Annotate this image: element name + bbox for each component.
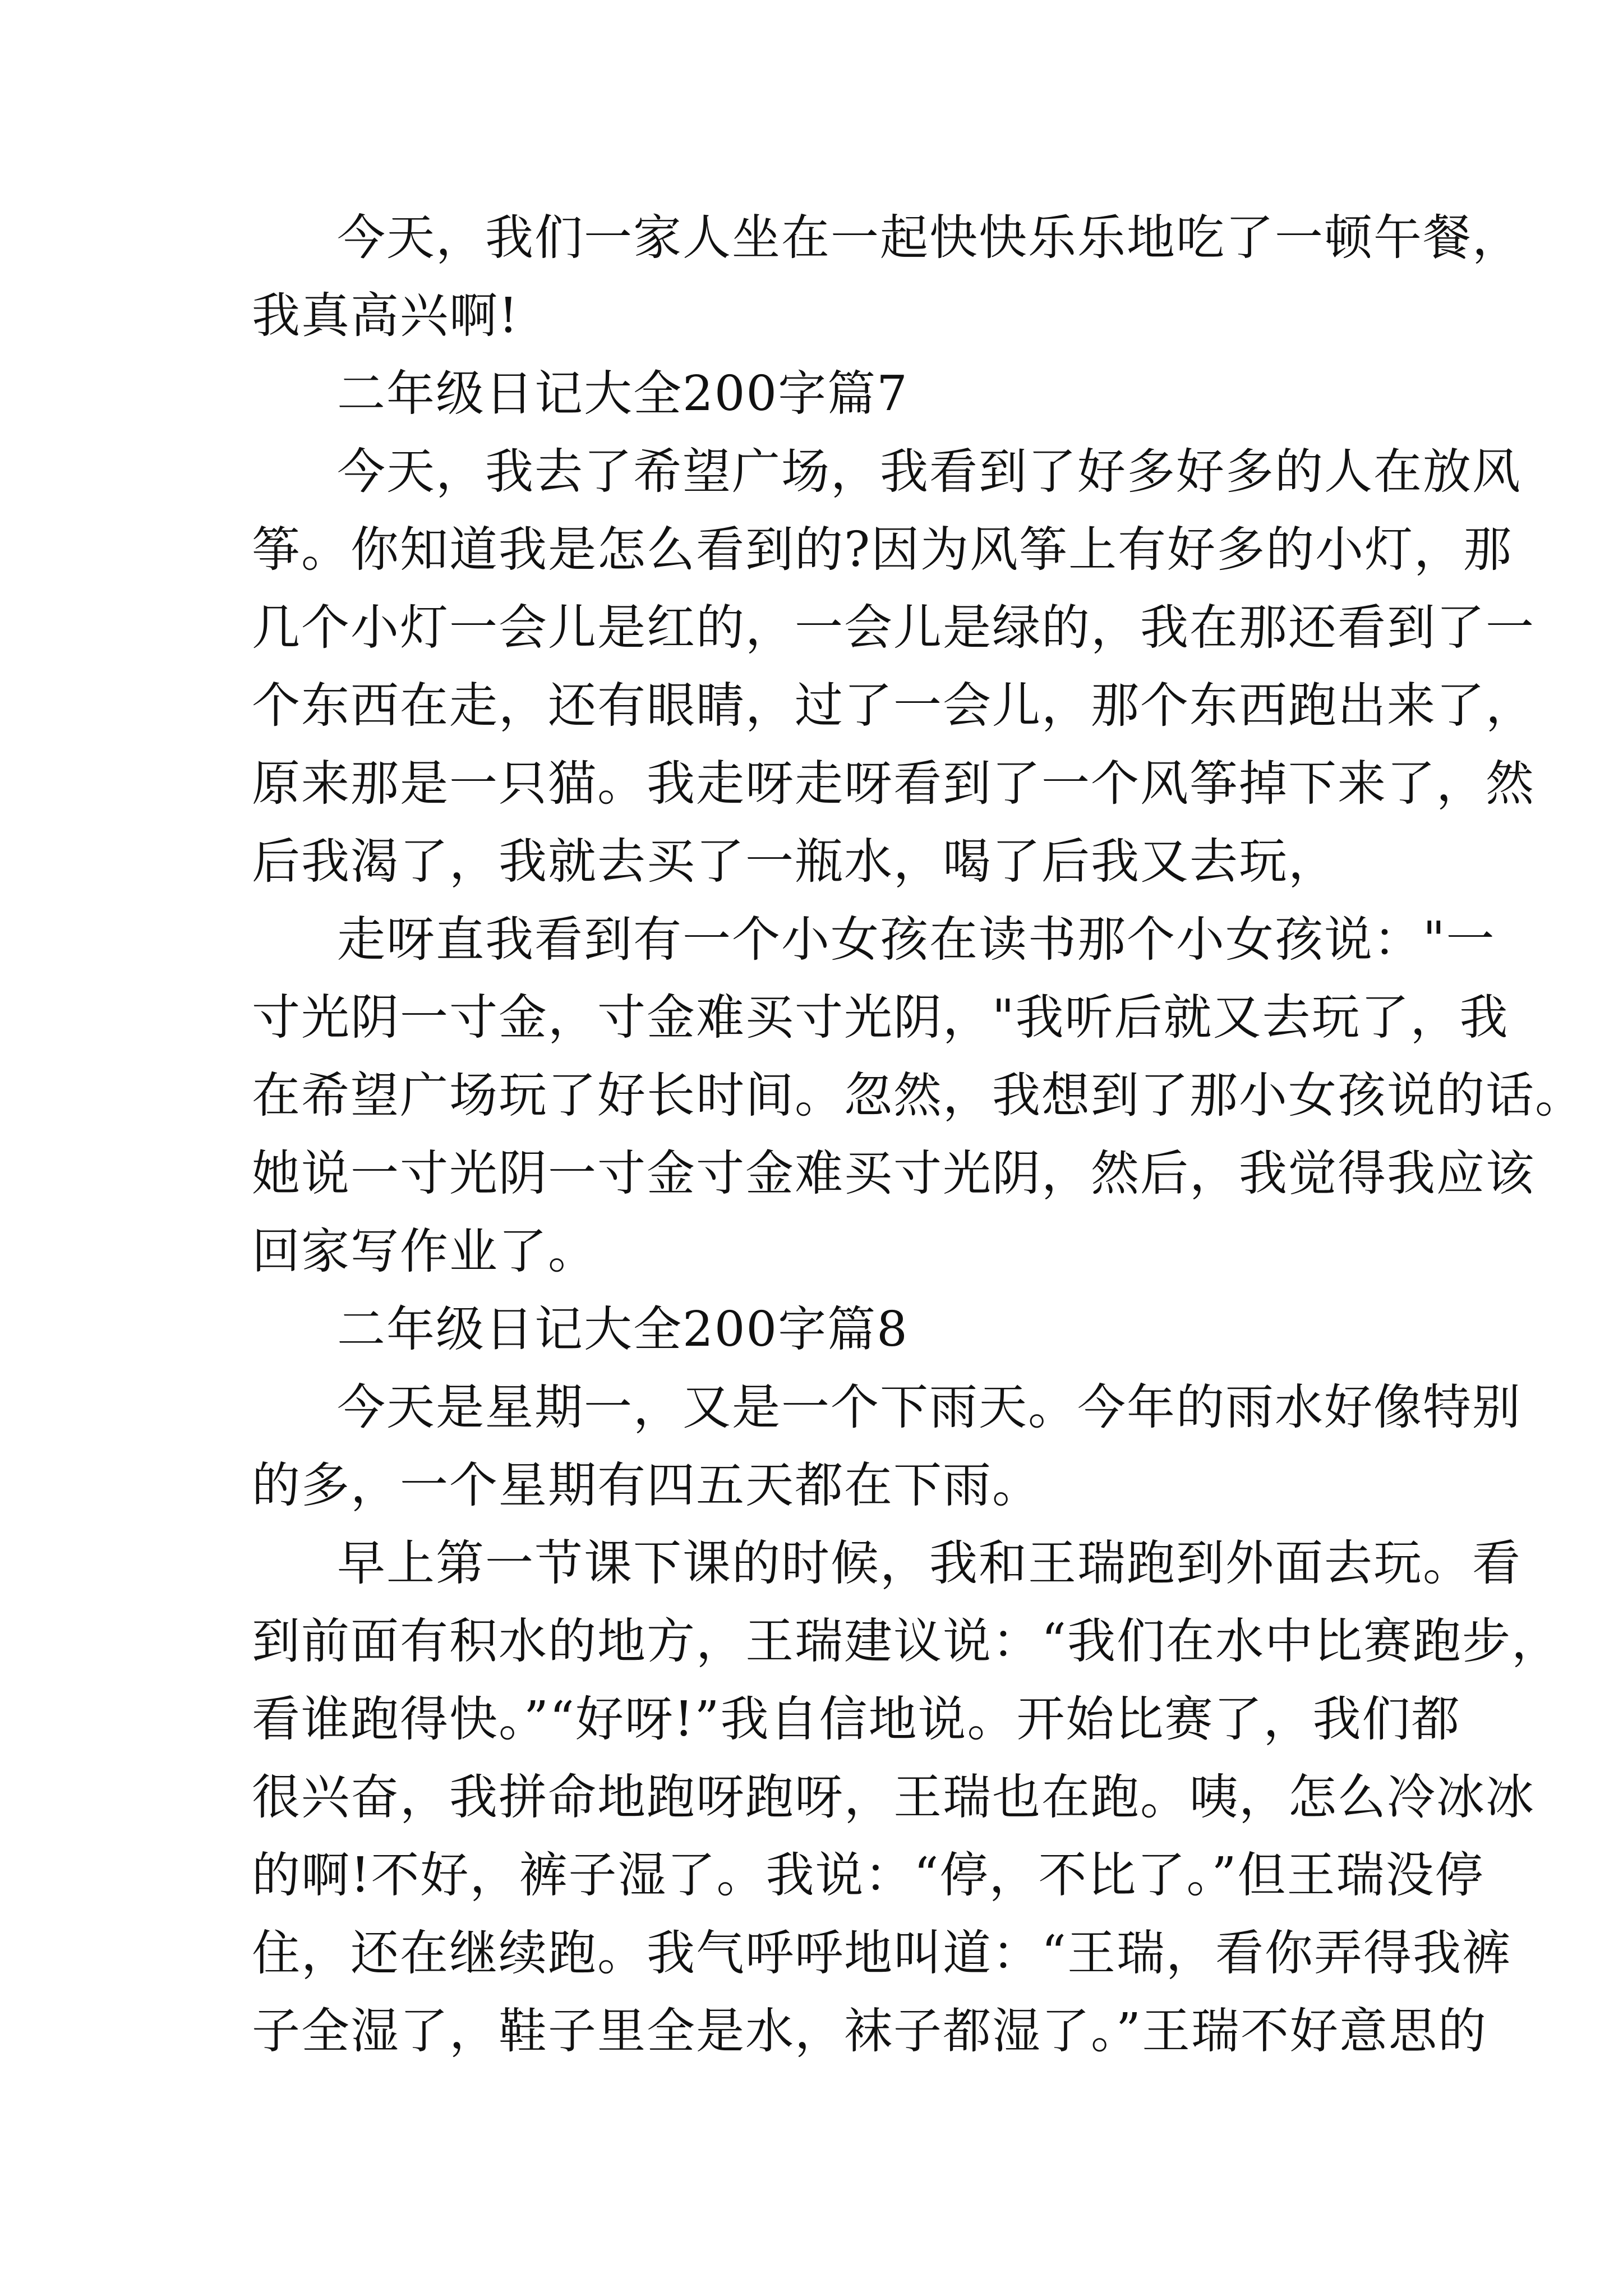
text-line: 个东西在走，还有眼睛，过了一会儿，那个东西跑出来了， xyxy=(252,678,1535,734)
heading-text: 二年级日记大全200字篇7 xyxy=(337,366,909,422)
text-line: 她说一寸光阴一寸金寸金难买寸光阴，然后，我觉得我应该 xyxy=(252,1145,1535,1202)
section-heading xyxy=(252,355,1390,433)
paragraph xyxy=(252,1525,1561,2070)
text-line: 今天，我去了希望广场，我看到了好多好多的人在放风 xyxy=(337,444,1521,500)
document-page xyxy=(252,199,1584,2070)
text-line: 走呀直我看到有一个小女孩在读书那个小女孩说："一 xyxy=(337,912,1496,968)
paragraph xyxy=(252,901,1584,1291)
text-line: 很兴奋，我拼命地跑呀跑呀，王瑞也在跑。咦，怎么冷冰冰 xyxy=(252,1769,1535,1825)
paragraph xyxy=(252,433,1535,901)
text-line: 到前面有积水的地方，王瑞建议说：“我们在水中比赛跑步， xyxy=(252,1613,1561,1669)
text-line: 今天，我们一家人坐在一起快快乐乐地吃了一顿午餐， xyxy=(337,210,1521,266)
text-line: 后我渴了，我就去买了一瓶水，喝了后我又去玩， xyxy=(252,834,1338,890)
section-heading xyxy=(252,1291,1390,1369)
text-line: 我真高兴啊! xyxy=(252,288,519,344)
text-line: 在希望广场玩了好长时间。忽然，我想到了那小女孩说的话。 xyxy=(252,1068,1584,1124)
text-line: 看谁跑得快。”“好呀!”我自信地说。开始比赛了，我们都 xyxy=(252,1691,1461,1747)
text-line: 早上第一节课下课的时候，我和王瑞跑到外面去玩。看 xyxy=(337,1535,1521,1591)
text-line: 原来那是一只猫。我走呀走呀看到了一个风筝掉下来了，然 xyxy=(252,756,1535,812)
text-line: 回家写作业了。 xyxy=(252,1223,597,1280)
text-line: 的多，一个星期有四五天都在下雨。 xyxy=(252,1457,1041,1513)
text-line: 筝。你知道我是怎么看到的?因为风筝上有好多的小灯，那 xyxy=(252,522,1513,578)
text-line: 住，还在继续跑。我气呼呼地叫道：“王瑞，看你弄得我裤 xyxy=(252,1925,1511,1981)
paragraph xyxy=(252,199,1521,355)
text-line: 几个小灯一会儿是红的，一会儿是绿的，我在那还看到了一 xyxy=(252,600,1535,656)
paragraph xyxy=(252,1369,1521,1525)
text-line: 寸光阴一寸金，寸金难买寸光阴，"我听后就又去玩了，我 xyxy=(252,990,1509,1046)
heading-text: 二年级日记大全200字篇8 xyxy=(337,1301,909,1358)
text-line: 的啊!不好，裤子湿了。我说：“停，不比了。”但王瑞没停 xyxy=(252,1847,1484,1903)
text-line: 子全湿了，鞋子里全是水，袜子都湿了。”王瑞不好意思的 xyxy=(252,2003,1487,2059)
text-line: 今天是星期一，又是一个下雨天。今年的雨水好像特别 xyxy=(337,1379,1521,1435)
